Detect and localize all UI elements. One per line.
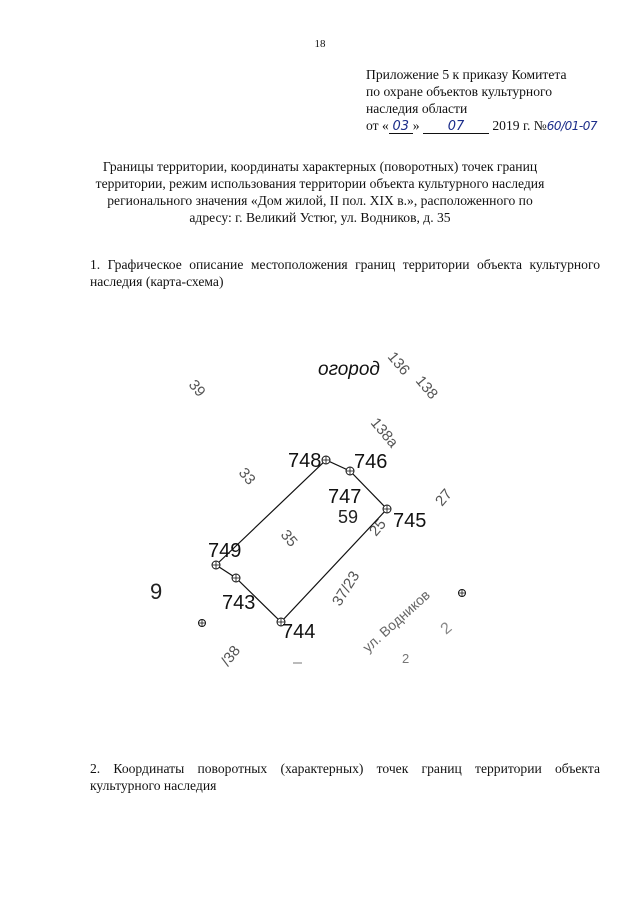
map-number-2: 2 [402,651,410,666]
map-number-35: 35 [276,526,301,551]
appendix-line-3: наследия области [366,101,468,116]
map-number-136: 136 [383,348,414,379]
map-number-25: 25 [366,515,390,540]
point-label-748: 748 [288,450,322,472]
point-label-743: 743 [222,592,256,614]
point-label-747: 747 [328,486,362,508]
map-number-138: 138 [411,372,442,403]
point-marker-749 [212,561,220,569]
map-number-33: 33 [234,464,259,489]
map-number-27: 27 [432,485,456,510]
point-marker-747 [346,467,354,475]
date-prefix: от « [366,118,389,133]
map-number-138a: 138а [366,414,402,452]
appendix-line-2: по охране объектов культурного [366,84,553,99]
point-marker-743 [232,574,240,582]
map-number-39: 39 [184,376,209,401]
map-label-garden: огород [318,359,380,380]
point-label-744: 744 [282,621,316,643]
document-title: Границы территории, координаты характерных (поворотных) точек границ территории, режим использования территории объекта культурного наследия регионального значения «Дом жилой, II пол. XIX в.», расположенного по адресу: г. Великий Устюг, ул. Водников, д. 35 [95,159,545,225]
point-marker-745 [383,505,391,513]
page-number: 18 [314,38,326,50]
point-label-745: 745 [393,510,427,532]
survey-marker [199,620,206,627]
appendix-date-line [366,117,626,135]
date-month: 07 [423,120,489,134]
order-number: 60/01-07 [546,119,597,133]
map-number-59: 59 [338,507,359,527]
point-label-749: 749 [208,540,242,562]
map-fragment-2: 2 [437,619,456,639]
point-marker-748 [322,456,330,464]
section-1-heading: 1. Графическое описание местоположения границ территории объекта культурного наследия (карта-схема) [90,257,600,289]
date-day: 03 [389,120,413,134]
section-2-heading: 2. Координаты поворотных (характерных) точек границ территории объекта культурного наследия [90,761,600,793]
appendix-line-1: Приложение 5 к приказу Комитета [366,67,567,82]
map-number-9: 9 [150,579,163,604]
date-year: 2019 г. № [492,118,547,133]
map-number-37-23: 37/23 [328,568,364,610]
map-street-label: ул. Водников [359,586,433,656]
survey-marker [459,590,466,597]
boundary-map [150,335,480,680]
appendix-header [366,66,626,135]
point-label-746: 746 [354,451,388,473]
date-mid: » [412,118,420,133]
map-number-38: /38 [217,642,244,670]
